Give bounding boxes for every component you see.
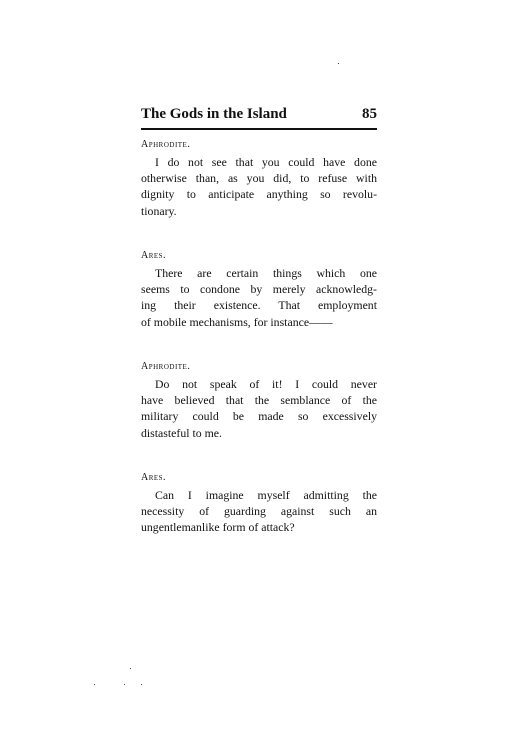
text-line: I do not see that you could have done [155, 155, 377, 169]
speech-block [141, 361, 377, 441]
text-line: dignity to anticipate anything so revolu- [141, 187, 377, 202]
speech-block [141, 139, 377, 219]
page-number: 85 [362, 106, 377, 122]
speaker-name: Aphrodite. [141, 139, 191, 150]
text-line: military could be made so excessively [141, 409, 377, 424]
scan-speck [94, 684, 95, 685]
text-line: Do not speak of it! I could never [155, 377, 377, 391]
text-line: distasteful to me. [141, 425, 222, 440]
text-line: seems to condone by merely acknowledg- [141, 282, 377, 297]
text-line: ing their existence. That employment [141, 298, 377, 313]
text-line: tionary. [141, 203, 177, 218]
text-line: of mobile mechanisms, for instance—— [141, 314, 333, 329]
text-line: otherwise than, as you did, to refuse with [141, 171, 377, 186]
text-line: necessity of guarding against such an [141, 504, 377, 519]
text-line: There are certain things which one [155, 266, 377, 280]
speaker-name: Aphrodite. [141, 361, 191, 372]
speaker-name: Ares. [141, 472, 167, 483]
header-rule [141, 128, 377, 130]
running-title: The Gods in the Island [141, 106, 287, 122]
running-header [141, 106, 377, 123]
text-line: Can I imagine myself admitting the [155, 488, 377, 502]
speech-block [141, 250, 377, 330]
scan-speck [124, 684, 125, 685]
speech-block [141, 472, 377, 536]
scan-speck [130, 668, 131, 669]
scan-speck [141, 684, 142, 685]
scan-speck [338, 63, 339, 64]
speaker-name: Ares. [141, 250, 167, 261]
text-line: ungentlemanlike form of attack? [141, 520, 295, 535]
text-line: have believed that the semblance of the [141, 393, 377, 408]
